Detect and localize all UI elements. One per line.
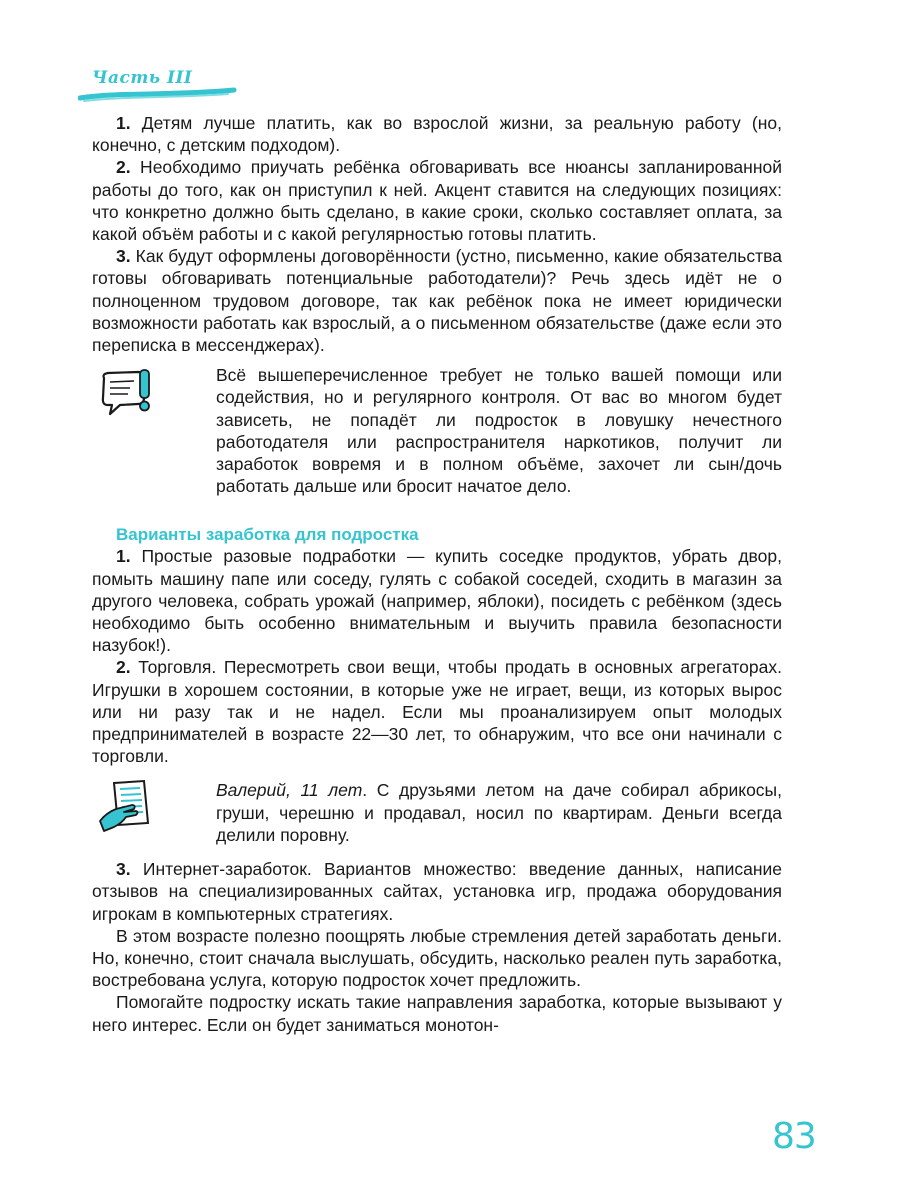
section-item-1 [92,545,782,656]
item-number: 3. [116,246,131,267]
paragraph-text: Торговля. Пересмотреть свои вещи, чтобы продать в основных агрегаторах. Игрушки в хорошем состоянии, в которые уже не играет, вещи, из которых вырос или ни разу так и не надел. Если мы проанализируем опыт молодых предпринимателей в возрасте 22—30 лет, то обнаружим, что все они начинали с торговли. [92,657,782,767]
item-number: 3. [116,859,131,880]
page-content [92,112,782,1036]
part-underline-brush [78,86,238,106]
paragraph-text: В этом возрасте полезно поощрять любые стремления детей заработать деньги. Но, конечно, стоит сначала выслушать, обсудить, насколько реален путь заработка, востребована услуга, которую подросток хочет предложить. [92,925,782,991]
important-callout [92,364,782,497]
paragraph-text: Простые разовые подработки — купить соседке продуктов, убрать двор, помыть машину папе или соседу, гулять с собакой соседей, сходить в магазин за другого человека, собрать урожай (например, яблоки), посидеть с ребёнком (здесь необходимо быть особенно внимательным и выучить правила безопасности назубок!). [92,546,782,656]
page-number: 83 [772,1116,816,1157]
section-item-2 [92,656,782,767]
paragraph-help [92,991,782,1035]
example-quote: . С друзьями летом на даче собирал абрикосы, груши, черешню и продавал, носил по квартирам. Деньги всегда делили поровну. [216,780,782,845]
example-callout [92,779,782,846]
paragraph-item-3 [92,245,782,356]
important-callout-text: Всё вышеперечисленное требует не только вашей помощи или содействия, но и регулярного контроля. От вас во многом будет зависеть, не попадёт ли подросток в ловушку нечестного работодателя или распространителя наркотиков, получит ли заработок вовремя и в полном объёме, захочет ли сын/дочь работать дальше или бросит начатое дело. [216,365,782,497]
paragraph-text: Интернет-заработок. Вариантов множество: введение данных, написание отзывов на специализированных сайтах, установка игр, продажа оборудования игрокам в компьютерных стратегиях. [92,859,782,924]
part-label: Часть III [92,68,193,88]
paragraph-text: Помогайте подростку искать такие направления заработка, которые вызывают у него интерес. Если он будет заниматься монотон- [92,992,782,1035]
paragraph-text: Как будут оформлены договорённости (устно, письменно, какие обязательства готовы обговаривать потенциальные работодатели)? Речь здесь идёт не о полноценном трудовом договоре, так как ребёнок пока не имеет юридически возможности работать как взрослый, а о письменном обязательстве (даже если это переписка в мессенджерах). [92,246,782,356]
paragraph-text: Детям лучше платить, как во взрослой жизни, за реальную работу (но, конечно, с детским подходом). [92,113,782,156]
part-header [78,66,238,106]
paragraph-text: Необходимо приучать ребёнка обговаривать все нюансы запланированной работы до того, как он приступил к ней. Акцент ставится на следующих позициях: что конкретно должно быть сделано, в какие сроки, сколько составляет оплата, за какой объём работы и с какой регулярностью готовы платить. [92,157,782,245]
paragraph-item-1 [92,112,782,156]
paragraph-item-2 [92,156,782,245]
hand-document-icon [92,779,216,846]
item-number: 2. [116,657,131,678]
example-speaker: Валерий, 11 лет [216,780,363,801]
paragraph-encourage [92,925,782,992]
speech-bubble-exclamation-icon [92,364,216,497]
item-number: 1. [116,113,131,133]
item-number: 1. [116,546,131,567]
item-number: 2. [116,157,131,178]
section-heading: Варианты заработка для подростка [116,525,419,545]
example-callout-text [216,779,782,846]
paragraph-item-3-internet [92,858,782,925]
